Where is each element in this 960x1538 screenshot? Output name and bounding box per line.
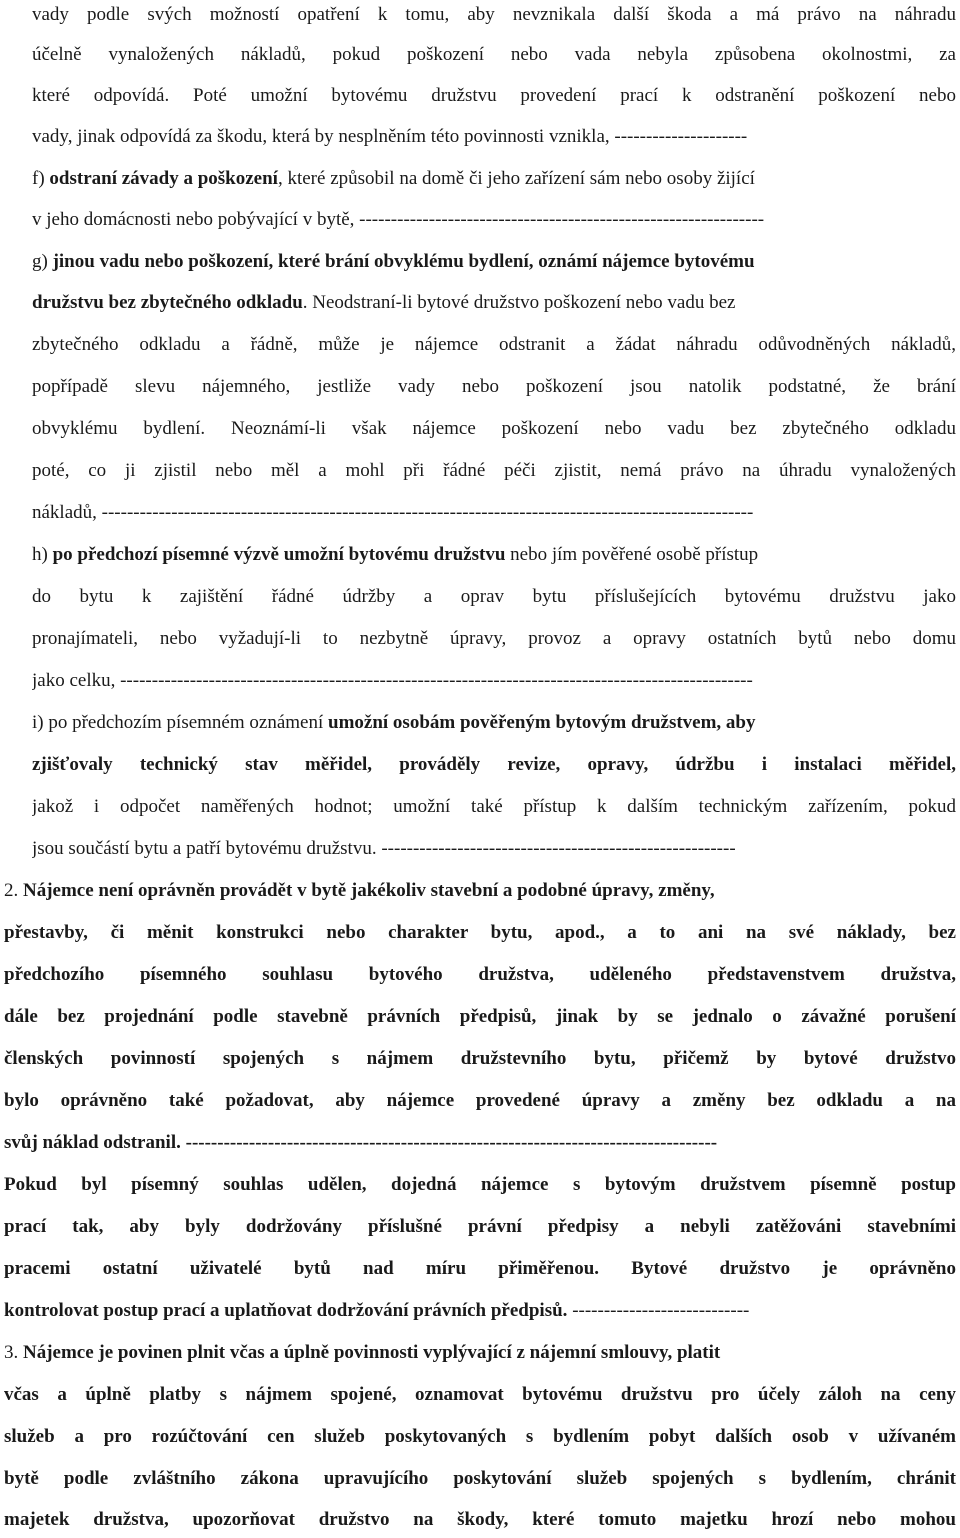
bold-text: členských povinností spojených s nájmem družstevního bytu, přičemž by bytové družstvo [4, 1048, 956, 1069]
line-text: jako celku, ---------------------------------------------------------------------------------------------------- [32, 670, 753, 691]
text-line [4, 1422, 956, 1452]
text-line [32, 0, 956, 30]
bold-text: Nájemce je povinen plnit včas a úplně povinnosti vyplývající z nájemní smlouvy, platit [23, 1342, 721, 1363]
section-2-heading [4, 876, 956, 906]
bold-text: družstvu bez zbytečného odkladu [32, 292, 303, 313]
text-line [4, 960, 956, 990]
bold-text: Nájemce není oprávněn provádět v bytě jakékoliv stavební a podobné úpravy, změny, [23, 880, 715, 901]
item-marker: f) [32, 168, 50, 189]
line-text: vady, jinak odpovídá za škodu, která by nesplněním této povinnosti vznikla, --------------------- [32, 126, 748, 147]
bold-text: předchozího písemného souhlasu bytového družstva, uděleného představenstvem družstva, [4, 964, 956, 985]
text-line [32, 372, 956, 402]
text-line [32, 288, 956, 318]
line-text: které odpovídá. Poté umožní bytovému družstvu provedení prací k odstranění poškození nebo [32, 85, 956, 106]
text-line [32, 456, 956, 486]
bold-text: jinou vadu nebo poškození, které brání obvyklému bydlení, oznámí nájemce bytovému [52, 251, 755, 272]
text-line [32, 750, 956, 780]
text-line [32, 81, 956, 111]
bold-text: odstraní závady a poškození [49, 168, 278, 189]
text-line [4, 1505, 956, 1535]
bold-text: pracemi ostatní uživatelé bytů nad míru přiměřenou. Bytové družstvo je oprávněno [4, 1258, 956, 1279]
text-line [4, 1212, 956, 1242]
text-line [4, 1128, 956, 1158]
line-text: nákladů, ------------------------------------------------------------------------------------------------------- [32, 502, 754, 523]
line-text: obvyklému bydlení. Neoznámí-li však nájemce poškození nebo vadu bez zbytečného odkladu [32, 418, 956, 439]
line-text: ---------------------------- [567, 1300, 750, 1321]
text-line [4, 1044, 956, 1074]
text-line [32, 666, 956, 696]
text-line [32, 40, 956, 70]
bold-text: včas a úplně platby s nájmem spojené, oznamovat bytovému družstvu pro účely záloh na ceny [4, 1384, 956, 1405]
line-text: nebo jím pověřené osobě přístup [505, 544, 759, 565]
list-item-i [32, 708, 956, 738]
text-line [32, 122, 956, 152]
bold-text: umožní osobám pověřeným bytovým družstvem, aby [328, 712, 756, 733]
text-line [32, 498, 956, 528]
text-line [4, 1296, 956, 1326]
text-line [4, 918, 956, 948]
bold-text: Pokud byl písemný souhlas udělen, dojedná nájemce s bytovým družstvem písemně postup [4, 1174, 956, 1195]
text-line [32, 834, 956, 864]
bold-text: přestavby, či měnit konstrukci nebo charakter bytu, apod., a to ani na své náklady, bez [4, 922, 956, 943]
line-text: účelně vynaložených nákladů, pokud poškození nebo vada nebyla způsobena okolnostmi, za [32, 44, 956, 65]
line-text: zbytečného odkladu a řádně, může je nájemce odstranit a žádat náhradu odůvodněných nákladů, [32, 334, 956, 355]
bold-text: prací tak, aby byly dodržovány příslušné právní předpisy a nebyli zatěžováni stavebními [4, 1216, 956, 1237]
line-text: poté, co ji zjistil nebo měl a mohl při řádné péči zjistit, nemá právo na úhradu vynaložených [32, 460, 956, 481]
line-text: jakož i odpočet naměřených hodnot; umožní také přístup k dalším technickým zařízením, pokud [32, 796, 956, 817]
bold-text: dále bez projednání podle stavebně právních předpisů, jinak by se jednalo o závažné porušení [4, 1006, 956, 1027]
text-line [32, 205, 956, 235]
text-line [4, 1380, 956, 1410]
text-line [4, 1464, 956, 1494]
section-3-heading [4, 1338, 956, 1368]
item-marker: 3. [4, 1342, 23, 1363]
text-line [4, 1254, 956, 1284]
line-text: popřípadě slevu nájemného, jestliže vady nebo poškození jsou natolik podstatné, že brání [32, 376, 956, 397]
line-text: , které způsobil na domě či jeho zařízení sám nebo osoby žijící [277, 168, 755, 189]
line-text: jsou součástí bytu a patří bytovému družstvu. -------------------------------------------------------- [32, 838, 736, 859]
list-item-h [32, 540, 956, 570]
text-line [4, 1002, 956, 1032]
item-marker: h) [32, 544, 53, 565]
text-line [4, 1086, 956, 1116]
line-text: v jeho domácnosti nebo pobývající v bytě, ---------------------------------------------------------------- [32, 209, 765, 230]
text-line [32, 582, 956, 612]
bold-text: kontrolovat postup prací a uplatňovat dodržování právních předpisů. [4, 1300, 568, 1321]
text-line [32, 624, 956, 654]
text-line [32, 792, 956, 822]
bold-text: bytě podle zvláštního zákona upravujícího poskytování služeb spojených s bydlením, chránit [4, 1468, 956, 1489]
list-item-f [32, 164, 956, 194]
line-text: . Neodstraní-li bytové družstvo poškození nebo vadu bez [302, 292, 736, 313]
bold-text: zjišťovaly technický stav měřidel, prováděly revize, opravy, údržbu i instalaci měřidel, [32, 754, 956, 775]
text-line [32, 330, 956, 360]
bold-text: svůj náklad odstranil. ------------------------------------------------------------------------------------ [4, 1132, 718, 1153]
text-line [4, 1170, 956, 1200]
item-marker: g) [32, 251, 53, 272]
item-marker: 2. [4, 880, 23, 901]
bold-text: služeb a pro rozúčtování cen služeb poskytovaných s bydlením pobyt dalších osob v užívaném [4, 1426, 956, 1447]
bold-text: bylo oprávněno také požadovat, aby nájemce provedené úpravy a změny bez odkladu a na [4, 1090, 956, 1111]
line-text: i) po předchozím písemném oznámení [32, 712, 328, 733]
line-text: vady podle svých možností opatření k tomu, aby nevznikala další škoda a má právo na náhradu [32, 4, 956, 25]
bold-text: majetek družstva, upozorňovat družstvo na škody, které tomuto majetku hrozí nebo mohou [4, 1509, 956, 1530]
bold-text: po předchozí písemné výzvě umožní bytovému družstvu [52, 544, 506, 565]
text-line [32, 414, 956, 444]
line-text: do bytu k zajištění řádné údržby a oprav bytu příslušejících bytovému družstvu jako [32, 586, 956, 607]
line-text: pronajímateli, nebo vyžadují-li to nezbytně úpravy, provoz a opravy ostatních bytů nebo domu [32, 628, 956, 649]
list-item-g [32, 247, 956, 277]
